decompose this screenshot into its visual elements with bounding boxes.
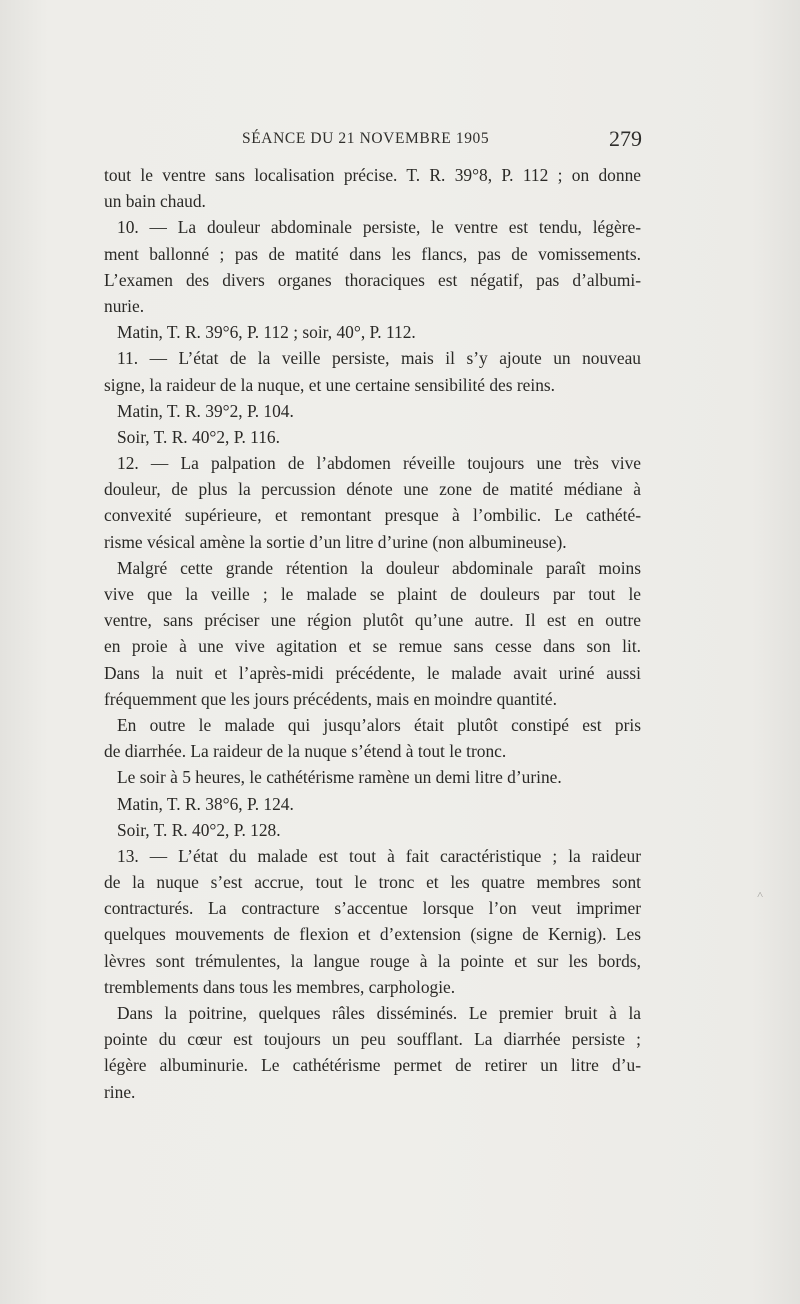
text-line: un bain chaud. [104, 191, 206, 212]
text-line: Soir, T. R. 40°2, P. 116. [117, 426, 280, 447]
text-line: 12. — La palpation de l’abdomen réveille toujours une très vive [117, 453, 641, 474]
text-line: Matin, T. R. 39°6, P. 112 ; soir, 40°, P. 112. [117, 322, 416, 343]
text-line: convexité supérieure, et remontant presque à l’ombilic. Le cathété- [104, 505, 641, 526]
text-line: Soir, T. R. 40°2, P. 128. [117, 819, 281, 840]
text-line: Matin, T. R. 39°2, P. 104. [117, 400, 294, 421]
text-line: contracturés. La contracture s’accentue lorsque l’on veut imprimer [104, 898, 641, 919]
text-line: tremblements dans tous les membres, carphologie. [104, 976, 456, 997]
text-line: tout le ventre sans localisation précise. T. R. 39°8, P. 112 ; on donne [104, 165, 641, 185]
text-line: signe, la raideur de la nuque, et une certaine sensibilité des reins. [104, 374, 556, 395]
text-line: lèvres sont trémulentes, la langue rouge à la pointe et sur les bords, [104, 950, 641, 971]
text-line: nurie. [104, 295, 145, 316]
text-line: de diarrhée. La raideur de la nuque s’étend à tout le tronc. [104, 741, 507, 762]
text-line: Matin, T. R. 38°6, P. 124. [117, 793, 294, 814]
text-line: ventre, sans préciser une région plutôt qu’une autre. Il est en outre [104, 610, 641, 631]
text-line: Le soir à 5 heures, le cathétérisme ramène un demi litre d’urine. [117, 767, 562, 788]
text-line: 10. — La douleur abdominale persiste, le ventre est tendu, légère- [117, 217, 641, 238]
text-line: rine. [104, 1081, 136, 1102]
text-line: Dans la poitrine, quelques râles disséminés. Le premier bruit à la [117, 1003, 641, 1023]
text-line: 13. — L’état du malade est tout à fait caractéristique ; la raideur [117, 845, 641, 866]
text-line: ment ballonné ; pas de matité dans les flancs, pas de vomissements. [104, 243, 641, 264]
text-line: 11. — L’état de la veille persiste, mais il s’y ajoute un nouveau [117, 348, 641, 369]
text-line: douleur, de plus la percussion dénote une zone de matité médiane à [104, 479, 641, 500]
text-line: de la nuque s’est accrue, tout le tronc et les quatre membres sont [104, 872, 641, 893]
text-line: en proie à une vive agitation et se remue sans cesse dans son lit. [104, 636, 641, 657]
text-line: pointe du cœur est toujours un peu soufflant. La diarrhée persiste ; [104, 1029, 641, 1050]
body-text [104, 162, 641, 1105]
text-line: L’examen des divers organes thoraciques est négatif, pas d’albumi- [104, 269, 641, 290]
text-line: risme vésical amène la sortie d’un litre d’urine (non albumineuse). [104, 531, 567, 552]
text-line: En outre le malade qui jusqu’alors était plutôt constipé est pris [117, 714, 641, 735]
text-line: légère albuminurie. Le cathétérisme permet de retirer un litre d’u- [104, 1055, 641, 1076]
stray-mark: ˄ [757, 889, 764, 901]
text-line: vive que la veille ; le malade se plaint de douleurs par tout le [104, 584, 641, 604]
text-line: Dans la nuit et l’après-midi précédente, le malade avait uriné aussi [104, 662, 641, 683]
text-line: fréquemment que les jours précédents, mais en moindre quantité. [104, 688, 557, 709]
page-number: 279 [609, 126, 642, 151]
text-line: quelques mouvements de flexion et d’extension (signe de Kernig). Les [104, 924, 641, 945]
text-line: Malgré cette grande rétention la douleur abdominale paraît moins [117, 557, 641, 578]
page-header [104, 126, 642, 156]
running-title: SÉANCE DU 21 NOVEMBRE 1905 [242, 130, 490, 147]
